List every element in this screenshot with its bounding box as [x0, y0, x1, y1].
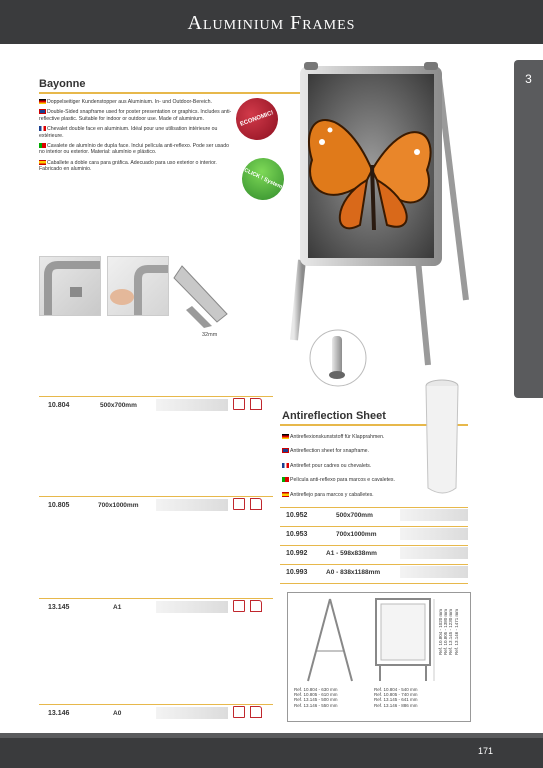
- description-fr: Chevalet double face en aluminium. Idéal pour une utilisation intérieure ou extérieure.: [39, 126, 218, 139]
- page-number: 171: [478, 746, 494, 756]
- uk-flag-icon: [282, 448, 289, 453]
- price-field: [400, 509, 468, 521]
- price-field: [156, 707, 228, 719]
- frame-icon: [233, 498, 245, 510]
- uk-flag-icon: [39, 109, 46, 114]
- description-de: Antireflexionskunststoff für Klapprahmen.: [282, 434, 442, 440]
- front-width-refs: Ref. 10.804 - 540 mm Ref. 10.805 - 740 mm Ref. 13.145 - 641 mm Ref. 13.146 - 886 mm: [374, 687, 418, 708]
- page-footer: [0, 733, 543, 768]
- snap-open-detail-image: [107, 256, 169, 316]
- section-divider: [39, 92, 301, 94]
- a-board-stand-image: [288, 60, 488, 390]
- description-fr: Antireflet pour cadres ou chevalets.: [282, 463, 442, 469]
- german-flag-icon: [39, 99, 46, 104]
- description-es: Antireflejo para marcos y caballetes.: [282, 492, 442, 498]
- description-es: Caballete a doble cara para gráfica. Adecuado para uso exterior o interior. Fabricado en aluminio.: [39, 159, 217, 173]
- profile-size-label: 32mm: [202, 332, 218, 338]
- description-pt: Película anti-reflexo para marcos e cavaletes.: [282, 477, 442, 483]
- product-code: 13.145: [48, 604, 70, 611]
- frame-icon: [233, 398, 245, 410]
- frame-icon: [233, 706, 245, 718]
- economic-badge: ECONOMIC!: [230, 92, 284, 146]
- product-size: A0: [113, 710, 122, 717]
- price-field: [400, 547, 468, 559]
- description-en: Antireflection sheet for snapframe.: [282, 448, 442, 454]
- double-sided-icon: [250, 398, 262, 410]
- german-flag-icon: [282, 434, 289, 439]
- product-code: 10.953: [286, 531, 308, 538]
- chapter-tab: [514, 60, 543, 398]
- section-title-bayonne: Bayonne: [39, 78, 86, 90]
- profile-section-image: [172, 256, 237, 328]
- footer-accent-bar: [0, 733, 543, 738]
- double-sided-icon: [250, 706, 262, 718]
- french-flag-icon: [282, 463, 289, 468]
- description-de: Doppelseitiger Kundenstopper aus Aluminium. In- und Outdoor-Bereich.: [39, 99, 234, 105]
- product-size: A1: [113, 604, 122, 611]
- dimension-diagram: [287, 592, 471, 722]
- row-divider: [280, 545, 468, 546]
- chapter-number: 3: [525, 72, 532, 86]
- click-system-badge: CLICK ! System: [235, 151, 291, 207]
- row-divider: [39, 496, 273, 497]
- product-size: 700x1000mm: [98, 502, 139, 509]
- spanish-flag-icon: [39, 160, 46, 165]
- portuguese-flag-icon: [282, 477, 289, 482]
- antireflection-description-list: [282, 434, 442, 498]
- row-divider: [280, 583, 468, 584]
- price-field: [400, 566, 468, 578]
- price-field: [156, 601, 228, 613]
- product-code: 10.993: [286, 569, 308, 576]
- corner-detail-image: [39, 256, 101, 316]
- bayonne-description-list: [39, 99, 234, 173]
- product-size: 500x700mm: [100, 402, 137, 409]
- description-en: Double-Sided snapframe used for poster presentation or graphics. Includes anti-reflective plastic. Suitable for indoor or outdoor use. Made of aluminium.: [39, 109, 232, 122]
- row-divider: [39, 598, 273, 599]
- spanish-flag-icon: [282, 492, 289, 497]
- product-code: 10.952: [286, 512, 308, 519]
- section-title-antireflection: Antireflection Sheet: [282, 410, 386, 422]
- double-sided-icon: [250, 498, 262, 510]
- product-size: 700x1000mm: [336, 531, 377, 538]
- product-code: 10.992: [286, 550, 308, 557]
- row-divider: [39, 704, 273, 705]
- product-code: 10.804: [48, 402, 70, 409]
- price-field: [156, 499, 228, 511]
- row-divider: [280, 564, 468, 565]
- side-depth-refs: Ref. 10.804 - 630 mm Ref. 10.805 - 610 mm Ref. 13.145 - 500 mm Ref. 13.146 - 550 mm: [294, 687, 338, 708]
- price-field: [156, 399, 228, 411]
- product-size: A0 - 838x1188mm: [326, 569, 381, 576]
- row-divider: [39, 396, 273, 397]
- frame-icon: [233, 600, 245, 612]
- product-code: 10.805: [48, 502, 70, 509]
- product-code: 13.146: [48, 710, 70, 717]
- height-refs: Ref. 10.804 - 1020 mm Ref. 10.805 - 1380 mm Ref. 13.145 - 1230 mm Ref. 13.146 - 1471 mm: [438, 608, 459, 655]
- description-pt: Cavalete de alumínio de dupla face. Inclui película anti-reflexo. Pode ser usado no interior ou exterior. Material: alumínio e plástico.: [39, 143, 229, 156]
- portuguese-flag-icon: [39, 143, 46, 148]
- product-size: A1 - 598x838mm: [326, 550, 377, 557]
- double-sided-icon: [250, 600, 262, 612]
- page-title: Aluminium Frames: [187, 12, 356, 34]
- product-size: 500x700mm: [336, 512, 373, 519]
- row-divider: [280, 526, 468, 527]
- row-divider: [280, 507, 468, 508]
- french-flag-icon: [39, 126, 46, 131]
- price-field: [400, 528, 468, 540]
